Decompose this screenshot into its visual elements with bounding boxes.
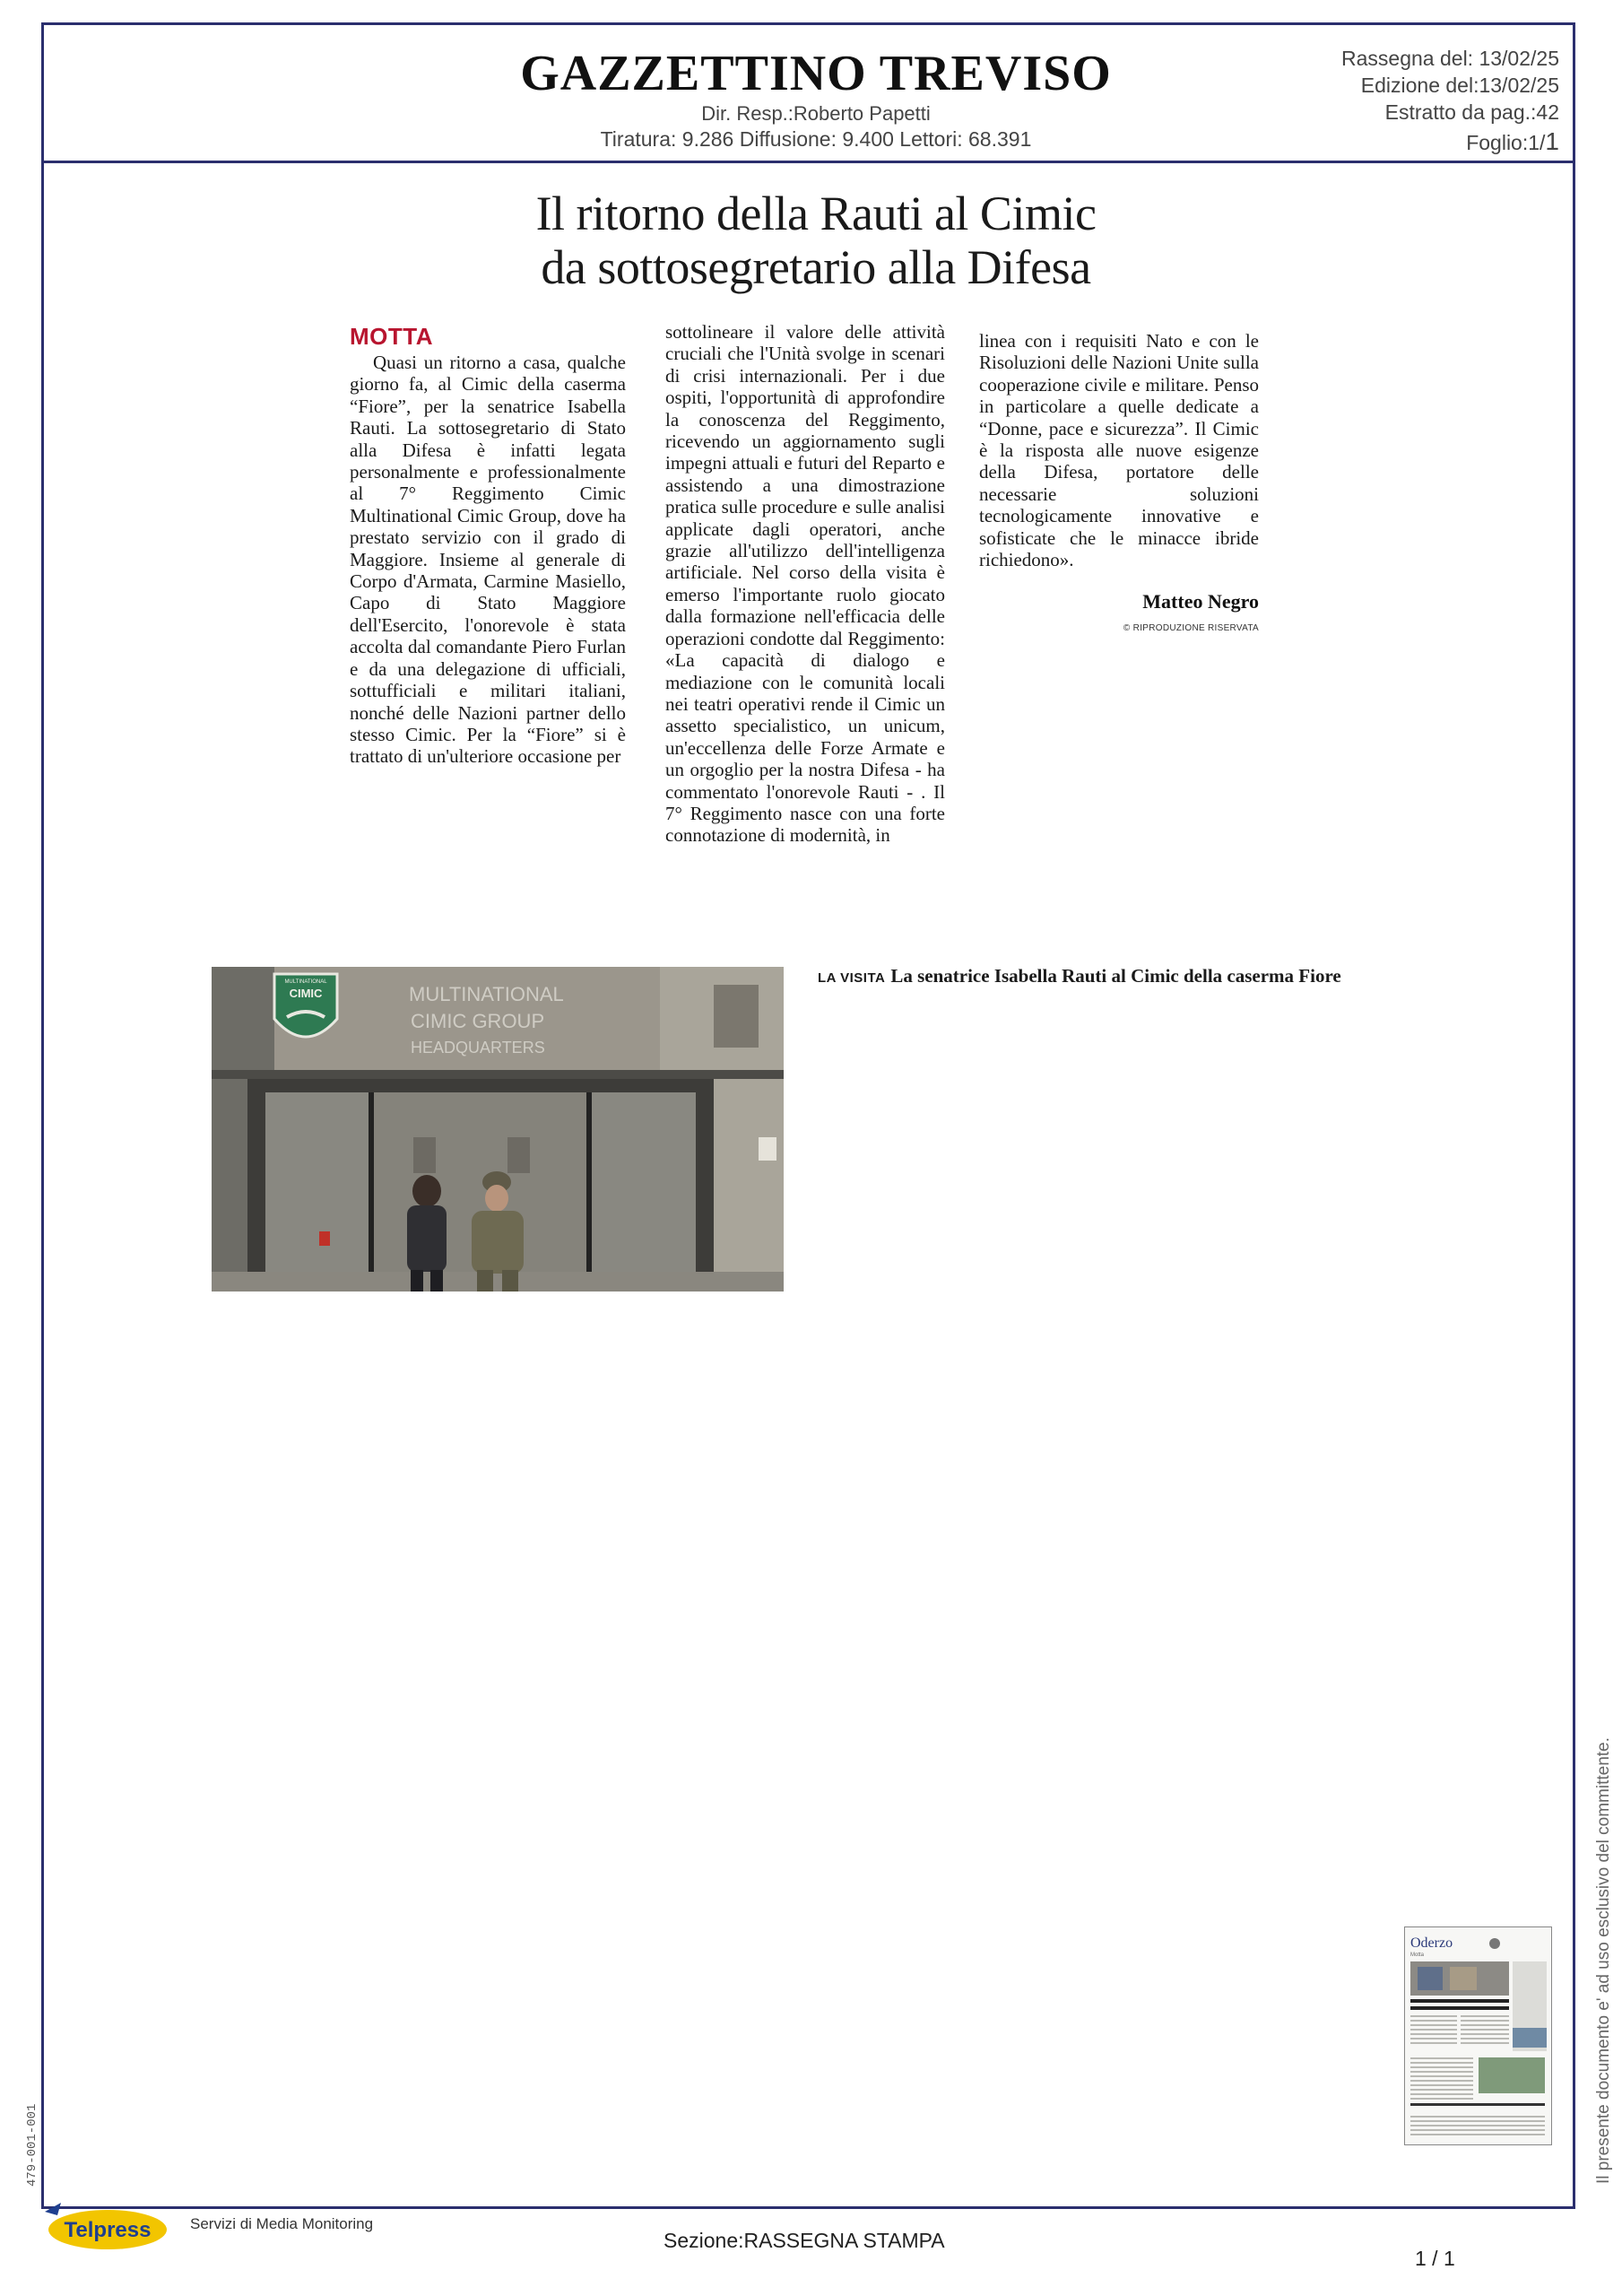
article-column-2-text: sottolineare il valore delle attività cruciali che l'Unità svolge in scenari di crisi internazionali. Per i due ospiti, l'opportunità di approfondire la conoscenza del Reggimento, ricevendo un aggiornamento sugli impegni attuali e futuri del Reparto e assistendo a una dimostrazione pratica sulle procedure e sulle analisi applicate dagli operatori, anche grazie all'utilizzo dell'intelligenza artificiale. Nel corso della visita è emerso l'importante ruolo giocato dalla formazione nell'efficacia delle operazioni condotte dal Reggimento: «La capacità di dialogo e mediazione con le comunità locali nei teatri operativi rende il Cimic un assetto specialistico, un unicum, un'eccellenza delle Forze Armate e un orgoglio per la nostra Difesa - ha commentato l'onorevole Rauti - . Il 7° Reggimento nasce con una forte connotazione di modernità, in bbox=[665, 321, 945, 847]
header-divider bbox=[41, 161, 1575, 163]
publication-name: GAZZETTINO TREVISO bbox=[520, 46, 1112, 101]
page-thumbnail bbox=[1404, 1926, 1552, 2145]
photo-badge-text: CIMIC bbox=[289, 987, 323, 1000]
services-label: Servizi di Media Monitoring bbox=[190, 2215, 374, 2232]
foglio-total: 1 bbox=[1545, 127, 1559, 155]
publication-director: Dir. Resp.:Roberto Papetti bbox=[701, 102, 931, 125]
document-code: 479-001-001 bbox=[25, 2103, 39, 2187]
photo-sign-line-1: MULTINATIONAL bbox=[409, 983, 564, 1005]
caption-label: LA VISITA bbox=[818, 970, 886, 986]
usage-notice: Il presente documento e' ad uso esclusivo del committente. bbox=[1594, 1737, 1613, 2184]
caption-text: La senatrice Isabella Rauti al Cimic della caserma Fiore bbox=[890, 965, 1341, 987]
article-byline: Matteo Negro bbox=[1142, 590, 1259, 613]
article-column-3-text: linea con i requisiti Nato e con le Risoluzioni delle Nazioni Unite sulla cooperazione civile e militare. Penso in particolare a quelle dedicate a “Donne, pace e sicurezza”. Il Cimic è la risposta alle nuove esigenze della Difesa, portatore delle necessarie soluzioni tecnologicamente innovative e sofisticate che le minacce ibride richiedono». bbox=[979, 330, 1259, 571]
article-headline bbox=[448, 187, 1184, 294]
article-photo bbox=[212, 967, 784, 1292]
thumbnail-title: Oderzo bbox=[1410, 1935, 1453, 1951]
article-column-1 bbox=[350, 323, 626, 768]
logo-text: Telpress bbox=[64, 2218, 152, 2242]
page-number: 1 / 1 bbox=[1415, 2247, 1455, 2270]
rights-notice: © RIPRODUZIONE RISERVATA bbox=[1123, 623, 1259, 633]
foglio-prefix: Foglio:1/ bbox=[1466, 131, 1546, 154]
headline-line-2: da sottosegretario alla Difesa bbox=[541, 240, 1091, 294]
publication-stats: Tiratura: 9.286 Diffusione: 9.400 Lettori: 68.391 bbox=[600, 127, 1032, 151]
photo-sign-line-3: HEADQUARTERS bbox=[411, 1039, 545, 1057]
headline-line-1: Il ritorno della Rauti al Cimic bbox=[535, 187, 1097, 240]
telpress-logo bbox=[41, 2199, 169, 2253]
photo-caption bbox=[818, 965, 1341, 987]
photo-badge-top: MULTINATIONAL bbox=[284, 979, 327, 985]
section-label: Sezione:RASSEGNA STAMPA bbox=[664, 2229, 945, 2252]
rassegna-date: Rassegna del: 13/02/25 bbox=[1341, 47, 1559, 70]
article-column-2 bbox=[665, 321, 945, 847]
estratto-page: Estratto da pag.:42 bbox=[1384, 100, 1559, 124]
photo-sign-line-2: CIMIC GROUP bbox=[411, 1010, 545, 1032]
edizione-date: Edizione del:13/02/25 bbox=[1360, 74, 1559, 97]
article-kicker: MOTTA bbox=[350, 323, 433, 350]
article-column-1-text: Quasi un ritorno a casa, qualche giorno fa, al Cimic della caserma “Fiore”, per la senatrice Isabella Rauti. La sottosegretario di Stato alla Difesa è infatti legata personalmente e professionalmente al 7° Reggimento Cimic Multinational Cimic Group, dove ha prestato servizio con il grado di Maggiore. Insieme al generale di Corpo d'Armata, Carmine Masiello, Capo di Stato Maggiore dell'Esercito, l'onorevole è stata accolta dal comandante Piero Furlan e da una delegazione di ufficiali, sottufficiali e militari italiani, nonché delle Nazioni partner dello stesso Cimic. Per la “Fiore” si è trattato di un'ulteriore occasione per bbox=[350, 352, 626, 768]
foglio-count bbox=[1466, 127, 1559, 156]
thumbnail-illustration bbox=[1405, 1927, 1551, 2144]
photo-illustration bbox=[212, 967, 784, 1292]
thumbnail-subtitle: Motta bbox=[1410, 1952, 1425, 1958]
article-column-3 bbox=[979, 330, 1259, 570]
